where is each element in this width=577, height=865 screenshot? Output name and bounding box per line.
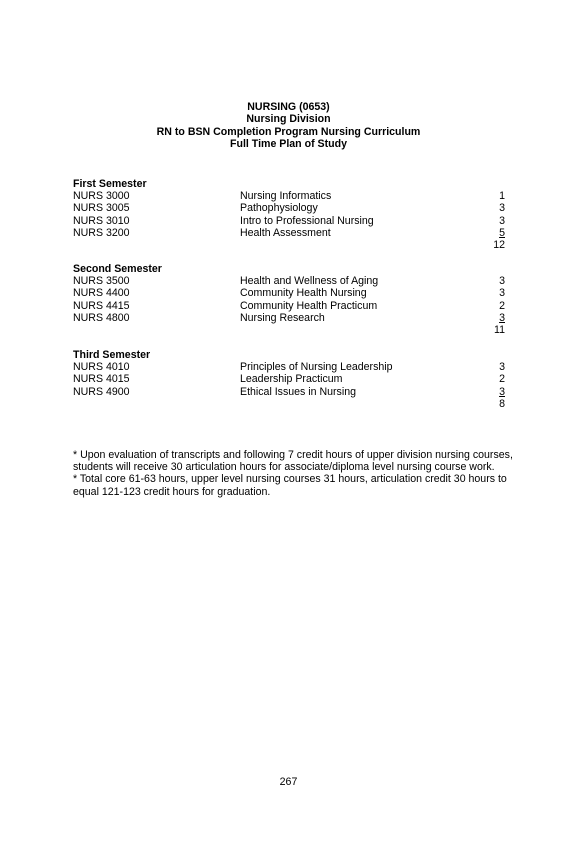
course-code: NURS 3010 [73, 214, 130, 227]
course-credits: 3 [499, 202, 505, 215]
program-code-title: NURSING (0653) [247, 101, 330, 113]
course-title: Pathophysiology [240, 202, 318, 215]
footnote-total-hours: * Total core 61-63 hours, upper level nursing courses 31 hours, articulation credit 30 hours to equal 121-123 credit hours for graduation. [73, 473, 507, 498]
semester-total: 11 [494, 323, 505, 336]
semester-third [73, 349, 505, 410]
semester-heading: Third Semester [73, 349, 151, 361]
course-credits: 3 [499, 275, 505, 288]
course-credits: 3 [499, 361, 505, 374]
course-credits: 3 [499, 385, 505, 398]
division-title: Nursing Division [246, 113, 331, 126]
course-credits: 3 [499, 214, 505, 227]
course-title: Community Health Practicum [240, 299, 378, 312]
course-code: NURS 4015 [73, 373, 130, 386]
course-code: NURS 3000 [73, 190, 130, 203]
page-number: 267 [279, 776, 298, 788]
course-credits: 1 [499, 190, 505, 203]
curriculum-title: RN to BSN Completion Program Nursing Curriculum [156, 125, 421, 138]
semester-heading: First Semester [73, 178, 147, 190]
course-row [73, 300, 505, 312]
course-credits: 3 [499, 287, 505, 300]
course-title: Health and Wellness of Aging [240, 275, 379, 288]
course-code: NURS 4900 [73, 385, 130, 398]
plan-title: Full Time Plan of Study [230, 137, 347, 150]
semester-heading: Second Semester [73, 263, 162, 275]
course-code: NURS 3200 [73, 226, 130, 239]
course-code: NURS 3500 [73, 275, 130, 288]
semester-total-row [73, 398, 505, 410]
course-credits: 2 [499, 299, 505, 312]
course-code: NURS 4400 [73, 287, 130, 300]
course-code: NURS 3005 [73, 202, 130, 215]
course-credits: 3 [499, 311, 505, 324]
semester-total-row [73, 324, 505, 336]
course-row [73, 287, 505, 299]
course-code: NURS 4415 [73, 299, 130, 312]
course-title: Leadership Practicum [240, 373, 343, 386]
course-row [73, 386, 505, 398]
course-row [73, 190, 505, 202]
footnote-articulation: * Upon evaluation of transcripts and following 7 credit hours of upper division nursing courses, students will receive 30 articulation hours for associate/diploma level nursing course work. [73, 449, 513, 474]
course-code: NURS 4010 [73, 361, 130, 374]
course-title: Ethical Issues in Nursing [240, 385, 356, 398]
course-credits: 5 [499, 226, 505, 239]
semester-total: 8 [499, 397, 505, 410]
course-row [73, 275, 505, 287]
course-row [73, 312, 505, 324]
course-row [73, 227, 505, 239]
course-row [73, 361, 505, 373]
semester-total-row [73, 239, 505, 251]
course-title: Principles of Nursing Leadership [240, 361, 393, 374]
course-title: Community Health Nursing [240, 287, 367, 300]
footnotes [73, 449, 513, 498]
document-title-block [0, 101, 577, 150]
course-credits: 2 [499, 373, 505, 386]
course-row [73, 373, 505, 385]
course-code: NURS 4800 [73, 311, 130, 324]
course-title: Nursing Informatics [240, 190, 332, 203]
semester-first [73, 178, 505, 251]
semester-second [73, 263, 505, 336]
course-row [73, 202, 505, 214]
semester-total: 12 [493, 238, 505, 251]
course-title: Health Assessment [240, 226, 331, 239]
course-row [73, 215, 505, 227]
course-title: Intro to Professional Nursing [240, 214, 374, 227]
course-title: Nursing Research [240, 311, 325, 324]
